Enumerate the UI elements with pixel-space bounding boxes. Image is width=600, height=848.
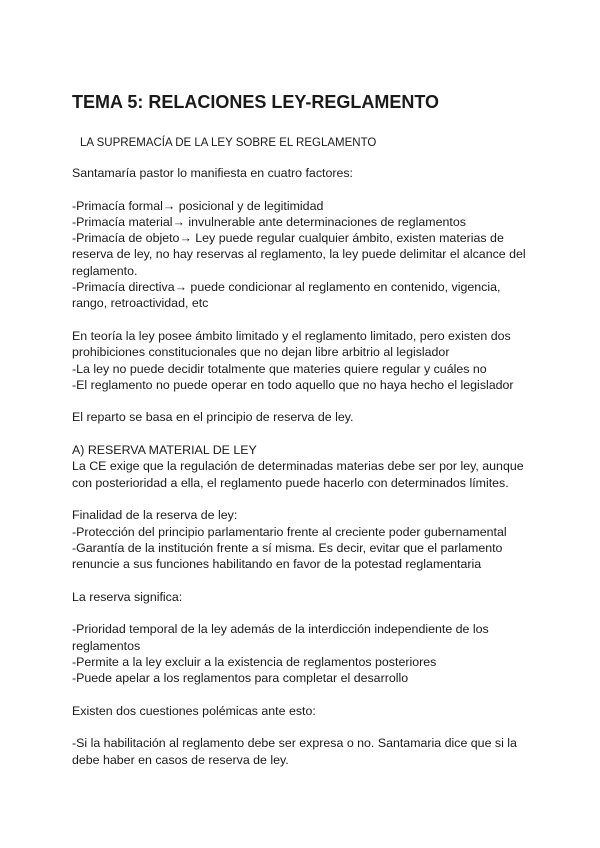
paragraph-gap	[72, 687, 532, 703]
body-line: -Protección del principio parlamentario frente al creciente poder gubernamental	[72, 524, 507, 539]
body-line: -Permite a la ley excluir a la existencia de reglamentos posteriores	[72, 654, 437, 669]
document-title: TEMA 5: RELACIONES LEY-REGLAMENTO	[72, 92, 440, 112]
paragraph-gap	[72, 719, 532, 735]
body-line: rango, retroactividad, etc	[72, 296, 209, 311]
body-line: -Si la habilitación al reglamento debe ser expresa o no. Santamaria dice que si la	[72, 736, 517, 751]
body-line: Santamaría pastor lo manifiesta en cuatro factores:	[72, 166, 353, 180]
body-line: -Prioridad temporal de la ley además de la interdicción independiente de los	[72, 622, 489, 637]
body-line: El reparto se basa en el principio de reserva de ley.	[72, 410, 354, 425]
body-line: debe haber en casos de reserva de ley.	[72, 752, 289, 767]
paragraph-gap	[72, 181, 532, 197]
body-line: -Primacía formal→ posicional y de legitimidad	[72, 198, 324, 213]
body-line: -El reglamento no puede operar en todo aquello que no haya hecho el legislador	[72, 377, 514, 392]
body-line: Existen dos cuestiones polémicas ante esto:	[72, 703, 316, 718]
body-line: La CE exige que la regulación de determinadas materias debe ser por ley, aunque	[72, 459, 524, 474]
document-body	[72, 165, 532, 768]
body-line: -Puede apelar a los reglamentos para completar el desarrollo	[72, 671, 409, 686]
paragraph-gap	[72, 393, 532, 409]
paragraph-gap	[72, 491, 532, 507]
body-line: En teoría la ley posee ámbito limitado y el reglamento limitado, pero existen dos	[72, 328, 511, 343]
body-line: A) RESERVA MATERIAL DE LEY	[72, 443, 257, 458]
paragraph-gap	[72, 312, 532, 328]
body-line: Finalidad de la reserva de ley:	[72, 508, 238, 523]
section-heading: LA SUPREMACÍA DE LA LEY SOBRE EL REGLAMENTO	[80, 137, 377, 149]
body-line: -Garantía de la institución frente a sí misma. Es decir, evitar que el parlamento	[72, 540, 503, 555]
body-line: -Primacía de objeto→ Ley puede regular cualquier ámbito, existen materias de	[72, 231, 504, 246]
body-line: -La ley no puede decidir totalmente que materies quiere regular y cuáles no	[72, 361, 487, 376]
body-line: prohibiciones constitucionales que no dejan libre arbitrio al legislador	[72, 345, 450, 360]
body-line: reserva de ley, no hay reservas al reglamento, la ley puede delimitar el alcance del	[72, 247, 526, 262]
body-line: -Primacía directiva→ puede condicionar al reglamento en contenido, vigencia,	[72, 280, 501, 295]
body-line: reglamentos	[72, 638, 141, 653]
body-line: -Primacía material→ invulnerable ante determinaciones de reglamentos	[72, 214, 466, 229]
body-line: con posterioridad a ella, el reglamento puede hacerlo con determinados límites.	[72, 475, 509, 490]
paragraph-gap	[72, 605, 532, 621]
body-line: reglamento.	[72, 263, 138, 278]
paragraph-gap	[72, 426, 532, 442]
paragraph-gap	[72, 572, 532, 588]
body-line: La reserva significa:	[72, 589, 183, 604]
body-line: renuncie a sus funciones habilitando en favor de la potestad reglamentaria	[72, 557, 482, 572]
